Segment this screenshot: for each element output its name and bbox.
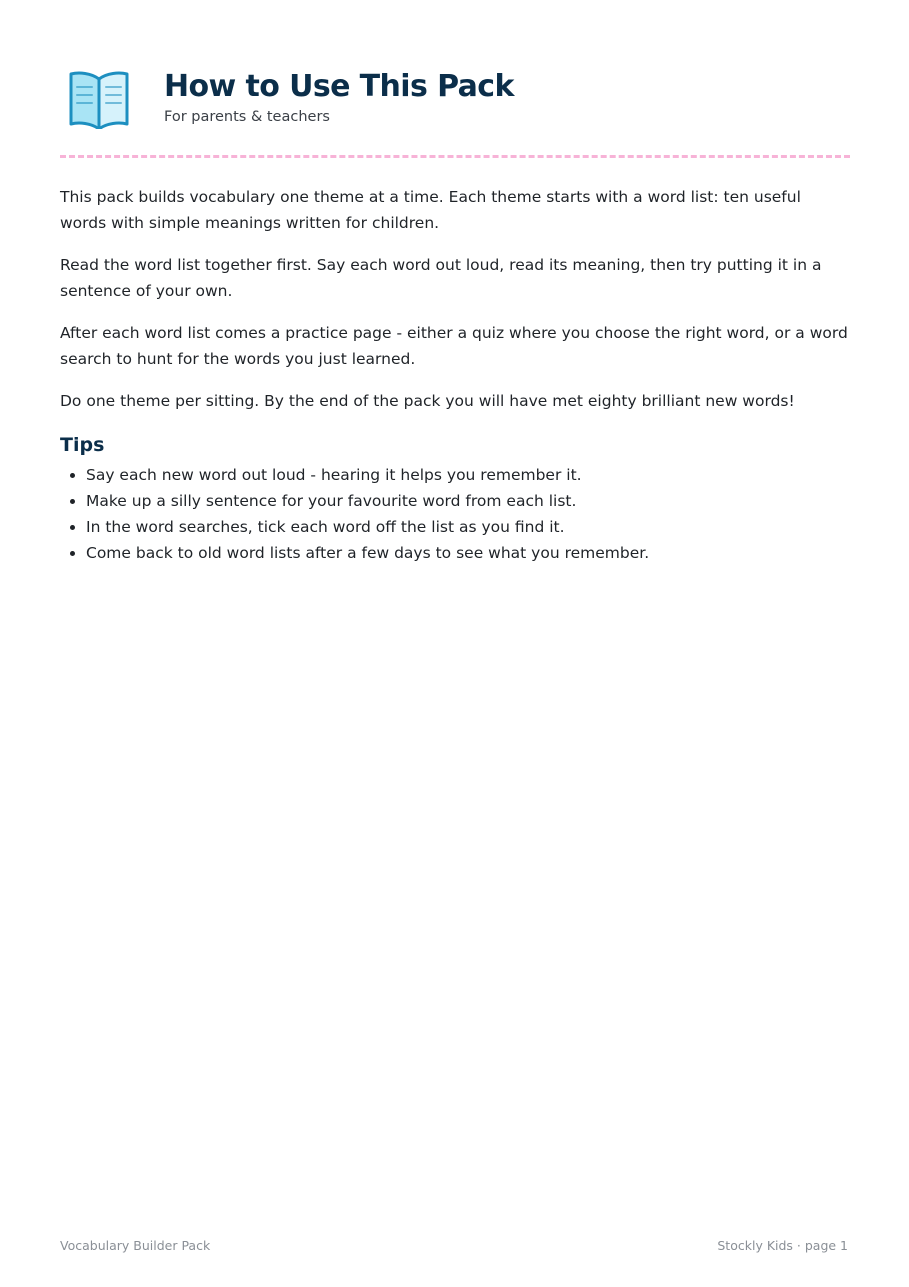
- tips-list: [60, 462, 850, 566]
- title-block: [164, 68, 514, 125]
- page-content: [60, 184, 850, 566]
- practice-paragraph: After each word list comes a practice page - either a quiz where you choose the right word, or a word search to hunt for the words you just learned.: [60, 324, 848, 368]
- open-book-icon: [67, 69, 131, 129]
- intro-paragraph: This pack builds vocabulary one theme at a time. Each theme starts with a word list: ten useful words with simple meanings written for children.: [60, 188, 801, 232]
- tip-item: • In the word searches, tick each word off the list as you find it.: [86, 514, 850, 540]
- tip-item: • Say each new word out loud - hearing it helps you remember it.: [86, 462, 850, 488]
- reading-paragraph: Read the word list together first. Say each word out loud, read its meaning, then try putting it in a sentence of your own.: [60, 256, 822, 300]
- tip-item: • Make up a silly sentence for your favourite word from each list.: [86, 488, 850, 514]
- tips-heading: Tips: [60, 434, 105, 456]
- dashed-divider: [60, 155, 850, 158]
- footer-page-number: Stockly Kids · page 1: [717, 1238, 848, 1253]
- tip-item: • Come back to old word lists after a few days to see what you remember.: [86, 540, 850, 566]
- page-subtitle: For parents & teachers: [164, 109, 330, 125]
- page-title: How to Use This Pack: [164, 69, 514, 104]
- footer-pack-name: Vocabulary Builder Pack: [60, 1238, 211, 1253]
- page-header: [60, 66, 850, 136]
- pacing-paragraph: Do one theme per sitting. By the end of the pack you will have met eighty brilliant new words!: [60, 392, 795, 410]
